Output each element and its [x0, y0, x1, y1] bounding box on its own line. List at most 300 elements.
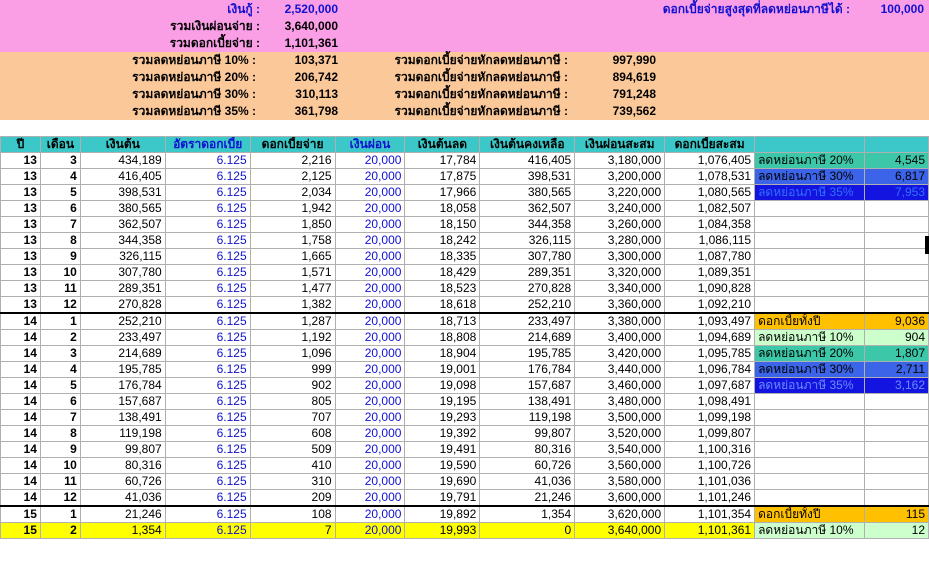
table-cell[interactable]: 7	[40, 217, 80, 233]
side-summary-label[interactable]	[755, 297, 865, 314]
table-cell[interactable]: 7	[40, 410, 80, 426]
table-cell[interactable]: 3,200,000	[575, 169, 665, 185]
tax-30-value[interactable]: 310,113	[295, 87, 338, 101]
table-cell[interactable]: 1,098,491	[665, 394, 755, 410]
table-cell[interactable]: 19,690	[405, 474, 480, 490]
table-cell[interactable]: 19,293	[405, 410, 480, 426]
table-cell[interactable]: 11	[40, 281, 80, 297]
side-summary-value[interactable]	[865, 201, 929, 217]
table-cell[interactable]: 6.125	[165, 442, 250, 458]
side-summary-value[interactable]: 9,036	[865, 313, 929, 330]
side-summary-label[interactable]: ลดหย่อนภาษี 20%	[755, 153, 865, 169]
table-cell[interactable]: 138,491	[80, 410, 165, 426]
side-summary-label[interactable]	[755, 474, 865, 490]
table-cell[interactable]: 20,000	[335, 458, 405, 474]
table-cell[interactable]: 12	[40, 490, 80, 507]
table-cell[interactable]: 21,246	[480, 490, 575, 507]
table-cell[interactable]: 195,785	[480, 346, 575, 362]
table-cell[interactable]: 20,000	[335, 346, 405, 362]
table-cell[interactable]: 3,540,000	[575, 442, 665, 458]
table-cell[interactable]: 18,904	[405, 346, 480, 362]
table-cell[interactable]: 3,340,000	[575, 281, 665, 297]
table-cell[interactable]: 398,531	[480, 169, 575, 185]
table-cell[interactable]: 19,892	[405, 506, 480, 523]
table-cell[interactable]: 3,180,000	[575, 153, 665, 169]
total-interest-value[interactable]: 1,101,361	[284, 36, 338, 50]
table-cell[interactable]: 6.125	[165, 458, 250, 474]
table-cell[interactable]: 99,807	[80, 442, 165, 458]
column-header[interactable]: เงินผ่อน	[335, 137, 405, 153]
table-cell[interactable]: 6.125	[165, 523, 250, 539]
table-cell[interactable]: 6	[40, 201, 80, 217]
table-cell[interactable]: 3,240,000	[575, 201, 665, 217]
side-summary-label[interactable]	[755, 442, 865, 458]
table-cell[interactable]: 19,392	[405, 426, 480, 442]
side-summary-label[interactable]	[755, 458, 865, 474]
table-cell[interactable]: 157,687	[480, 378, 575, 394]
table-cell[interactable]: 1,099,198	[665, 410, 755, 426]
table-cell[interactable]: 14	[1, 474, 41, 490]
side-summary-value[interactable]: 4,545	[865, 153, 929, 169]
table-cell[interactable]: 6.125	[165, 297, 250, 314]
table-cell[interactable]: 18,429	[405, 265, 480, 281]
table-cell[interactable]: 6	[40, 394, 80, 410]
table-cell[interactable]: 3,300,000	[575, 249, 665, 265]
table-cell[interactable]: 18,523	[405, 281, 480, 297]
table-cell[interactable]: 6.125	[165, 506, 250, 523]
table-cell[interactable]: 398,531	[80, 185, 165, 201]
table-cell[interactable]: 410	[250, 458, 335, 474]
side-summary-value[interactable]	[865, 249, 929, 265]
table-cell[interactable]: 3,500,000	[575, 410, 665, 426]
table-cell[interactable]: 344,358	[480, 217, 575, 233]
table-cell[interactable]: 1,101,036	[665, 474, 755, 490]
table-cell[interactable]: 20,000	[335, 523, 405, 539]
table-cell[interactable]: 3,380,000	[575, 313, 665, 330]
table-cell[interactable]: 20,000	[335, 506, 405, 523]
table-cell[interactable]: 13	[1, 217, 41, 233]
table-cell[interactable]: 1,758	[250, 233, 335, 249]
table-cell[interactable]: 326,115	[480, 233, 575, 249]
table-cell[interactable]: 1,101,361	[665, 523, 755, 539]
table-cell[interactable]: 15	[1, 506, 41, 523]
side-summary-value[interactable]: 115	[865, 506, 929, 523]
table-cell[interactable]: 18,150	[405, 217, 480, 233]
table-cell[interactable]: 14	[1, 394, 41, 410]
table-cell[interactable]: 1,086,115	[665, 233, 755, 249]
table-cell[interactable]: 2,216	[250, 153, 335, 169]
table-cell[interactable]: 9	[40, 442, 80, 458]
table-cell[interactable]: 19,098	[405, 378, 480, 394]
table-cell[interactable]: 380,565	[80, 201, 165, 217]
table-cell[interactable]: 8	[40, 233, 80, 249]
table-cell[interactable]: 176,784	[80, 378, 165, 394]
table-cell[interactable]: 13	[1, 249, 41, 265]
table-cell[interactable]: 3,460,000	[575, 378, 665, 394]
table-cell[interactable]: 1,571	[250, 265, 335, 281]
table-cell[interactable]: 20,000	[335, 410, 405, 426]
net-20-value[interactable]: 894,619	[612, 70, 656, 84]
side-summary-label[interactable]	[755, 265, 865, 281]
table-cell[interactable]: 19,590	[405, 458, 480, 474]
table-cell[interactable]: 214,689	[80, 346, 165, 362]
table-cell[interactable]: 3,640,000	[575, 523, 665, 539]
table-cell[interactable]: 1,101,354	[665, 506, 755, 523]
table-cell[interactable]: 1,942	[250, 201, 335, 217]
table-cell[interactable]: 1,087,780	[665, 249, 755, 265]
table-cell[interactable]: 20,000	[335, 249, 405, 265]
table-cell[interactable]: 80,316	[80, 458, 165, 474]
table-cell[interactable]: 1,097,687	[665, 378, 755, 394]
table-cell[interactable]: 14	[1, 490, 41, 507]
side-summary-value[interactable]	[865, 281, 929, 297]
table-cell[interactable]: 3,220,000	[575, 185, 665, 201]
table-cell[interactable]: 19,195	[405, 394, 480, 410]
side-summary-label[interactable]: ลดหย่อนภาษี 10%	[755, 523, 865, 539]
table-cell[interactable]: 902	[250, 378, 335, 394]
side-summary-label[interactable]: ลดหย่อนภาษี 20%	[755, 346, 865, 362]
table-cell[interactable]: 20,000	[335, 233, 405, 249]
table-cell[interactable]: 3,620,000	[575, 506, 665, 523]
table-cell[interactable]: 20,000	[335, 281, 405, 297]
table-cell[interactable]: 21,246	[80, 506, 165, 523]
table-cell[interactable]: 12	[40, 297, 80, 314]
table-cell[interactable]: 1,095,785	[665, 346, 755, 362]
table-cell[interactable]: 3,480,000	[575, 394, 665, 410]
table-cell[interactable]: 17,875	[405, 169, 480, 185]
table-cell[interactable]: 1,354	[80, 523, 165, 539]
table-cell[interactable]: 1,850	[250, 217, 335, 233]
table-cell[interactable]: 3,580,000	[575, 474, 665, 490]
side-summary-value[interactable]	[865, 233, 929, 249]
table-cell[interactable]: 6.125	[165, 265, 250, 281]
table-cell[interactable]: 289,351	[480, 265, 575, 281]
side-summary-value[interactable]: 1,807	[865, 346, 929, 362]
table-cell[interactable]: 233,497	[480, 313, 575, 330]
table-cell[interactable]: 41,036	[80, 490, 165, 507]
side-summary-label[interactable]	[755, 233, 865, 249]
table-cell[interactable]: 362,507	[480, 201, 575, 217]
table-cell[interactable]: 14	[1, 410, 41, 426]
table-cell[interactable]: 20,000	[335, 153, 405, 169]
table-cell[interactable]: 119,198	[80, 426, 165, 442]
table-cell[interactable]: 252,210	[80, 313, 165, 330]
table-cell[interactable]: 18,058	[405, 201, 480, 217]
table-cell[interactable]: 17,784	[405, 153, 480, 169]
table-cell[interactable]: 6.125	[165, 313, 250, 330]
table-cell[interactable]: 5	[40, 185, 80, 201]
table-cell[interactable]: 270,828	[80, 297, 165, 314]
table-cell[interactable]: 1,287	[250, 313, 335, 330]
table-cell[interactable]: 108	[250, 506, 335, 523]
table-cell[interactable]: 1,099,807	[665, 426, 755, 442]
side-summary-value[interactable]	[865, 474, 929, 490]
net-10-value[interactable]: 997,990	[612, 53, 656, 67]
side-summary-value[interactable]: 3,162	[865, 378, 929, 394]
table-cell[interactable]: 1,665	[250, 249, 335, 265]
table-cell[interactable]: 18,713	[405, 313, 480, 330]
table-cell[interactable]: 1,080,565	[665, 185, 755, 201]
table-cell[interactable]: 20,000	[335, 201, 405, 217]
table-cell[interactable]: 1,100,726	[665, 458, 755, 474]
table-cell[interactable]: 1,078,531	[665, 169, 755, 185]
side-summary-label[interactable]: ลดหย่อนภาษี 35%	[755, 378, 865, 394]
table-cell[interactable]: 7	[250, 523, 335, 539]
side-summary-value[interactable]	[865, 297, 929, 314]
table-cell[interactable]: 4	[40, 169, 80, 185]
table-cell[interactable]: 20,000	[335, 169, 405, 185]
table-cell[interactable]: 119,198	[480, 410, 575, 426]
table-cell[interactable]: 19,993	[405, 523, 480, 539]
table-cell[interactable]: 157,687	[80, 394, 165, 410]
table-cell[interactable]: 509	[250, 442, 335, 458]
table-cell[interactable]: 1,192	[250, 330, 335, 346]
side-summary-value[interactable]: 6,817	[865, 169, 929, 185]
side-summary-value[interactable]: 904	[865, 330, 929, 346]
column-header[interactable]: เงินผ่อนสะสม	[575, 137, 665, 153]
loan-value[interactable]: 2,520,000	[284, 2, 338, 16]
table-cell[interactable]: 2	[40, 330, 80, 346]
table-cell[interactable]: 20,000	[335, 394, 405, 410]
table-cell[interactable]: 6.125	[165, 330, 250, 346]
table-cell[interactable]: 3,420,000	[575, 346, 665, 362]
column-header[interactable]: ดอกเบี้ยจ่าย	[250, 137, 335, 153]
side-summary-label[interactable]: ลดหย่อนภาษี 30%	[755, 169, 865, 185]
table-cell[interactable]: 19,791	[405, 490, 480, 507]
table-cell[interactable]: 14	[1, 426, 41, 442]
side-summary-value[interactable]	[865, 490, 929, 507]
table-cell[interactable]: 1	[40, 313, 80, 330]
table-cell[interactable]: 3,360,000	[575, 297, 665, 314]
table-cell[interactable]: 13	[1, 297, 41, 314]
column-header[interactable]: เงินต้นคงเหลือ	[480, 137, 575, 153]
table-cell[interactable]: 326,115	[80, 249, 165, 265]
table-cell[interactable]: 6.125	[165, 217, 250, 233]
table-cell[interactable]: 10	[40, 265, 80, 281]
table-cell[interactable]: 289,351	[80, 281, 165, 297]
table-cell[interactable]: 13	[1, 281, 41, 297]
table-cell[interactable]: 13	[1, 265, 41, 281]
table-cell[interactable]: 344,358	[80, 233, 165, 249]
table-cell[interactable]: 214,689	[480, 330, 575, 346]
column-header[interactable]: เงินต้น	[80, 137, 165, 153]
table-cell[interactable]: 6.125	[165, 394, 250, 410]
table-cell[interactable]: 380,565	[480, 185, 575, 201]
table-cell[interactable]: 20,000	[335, 426, 405, 442]
side-summary-value[interactable]: 7,953	[865, 185, 929, 201]
table-cell[interactable]: 6.125	[165, 378, 250, 394]
table-cell[interactable]: 3,320,000	[575, 265, 665, 281]
table-cell[interactable]: 20,000	[335, 362, 405, 378]
table-cell[interactable]: 1,090,828	[665, 281, 755, 297]
table-cell[interactable]: 14	[1, 442, 41, 458]
table-cell[interactable]: 80,316	[480, 442, 575, 458]
side-summary-label[interactable]: ลดหย่อนภาษี 30%	[755, 362, 865, 378]
tax-20-value[interactable]: 206,742	[294, 70, 338, 84]
side-summary-label[interactable]: ดอกเบี้ยทั้งปี	[755, 506, 865, 523]
side-summary-label[interactable]	[755, 217, 865, 233]
side-summary-label[interactable]	[755, 490, 865, 507]
side-summary-label[interactable]	[755, 281, 865, 297]
table-cell[interactable]: 1,354	[480, 506, 575, 523]
column-header[interactable]: ปี	[1, 137, 41, 153]
table-cell[interactable]: 1	[40, 506, 80, 523]
table-cell[interactable]: 176,784	[480, 362, 575, 378]
table-cell[interactable]: 20,000	[335, 313, 405, 330]
table-cell[interactable]: 8	[40, 426, 80, 442]
table-cell[interactable]: 1,076,405	[665, 153, 755, 169]
net-35-value[interactable]: 739,562	[612, 104, 656, 118]
table-cell[interactable]: 3	[40, 153, 80, 169]
table-cell[interactable]: 1,100,316	[665, 442, 755, 458]
table-cell[interactable]: 416,405	[480, 153, 575, 169]
table-cell[interactable]: 6.125	[165, 169, 250, 185]
table-cell[interactable]: 99,807	[480, 426, 575, 442]
table-cell[interactable]: 19,001	[405, 362, 480, 378]
table-cell[interactable]: 362,507	[80, 217, 165, 233]
column-header[interactable]: เงินต้นลด	[405, 137, 480, 153]
table-cell[interactable]: 13	[1, 169, 41, 185]
table-cell[interactable]: 5	[40, 378, 80, 394]
table-cell[interactable]: 3,520,000	[575, 426, 665, 442]
table-cell[interactable]: 9	[40, 249, 80, 265]
tax-10-value[interactable]: 103,371	[294, 53, 338, 67]
table-cell[interactable]: 416,405	[80, 169, 165, 185]
table-cell[interactable]: 707	[250, 410, 335, 426]
table-cell[interactable]: 1,096	[250, 346, 335, 362]
max-interest-value[interactable]: 100,000	[880, 2, 924, 16]
table-cell[interactable]: 60,726	[480, 458, 575, 474]
table-cell[interactable]: 11	[40, 474, 80, 490]
side-summary-label[interactable]	[755, 249, 865, 265]
table-cell[interactable]: 18,618	[405, 297, 480, 314]
side-summary-value[interactable]: 2,711	[865, 362, 929, 378]
table-cell[interactable]: 20,000	[335, 442, 405, 458]
table-cell[interactable]: 6.125	[165, 249, 250, 265]
table-cell[interactable]: 1,477	[250, 281, 335, 297]
side-summary-value[interactable]	[865, 394, 929, 410]
table-cell[interactable]: 1,382	[250, 297, 335, 314]
table-cell[interactable]: 18,242	[405, 233, 480, 249]
table-cell[interactable]: 20,000	[335, 490, 405, 507]
table-cell[interactable]: 1,093,497	[665, 313, 755, 330]
table-cell[interactable]: 6.125	[165, 410, 250, 426]
table-cell[interactable]: 13	[1, 201, 41, 217]
table-cell[interactable]: 6.125	[165, 362, 250, 378]
side-summary-value[interactable]	[865, 458, 929, 474]
table-cell[interactable]: 270,828	[480, 281, 575, 297]
table-cell[interactable]: 3,260,000	[575, 217, 665, 233]
table-cell[interactable]: 3,280,000	[575, 233, 665, 249]
table-cell[interactable]: 20,000	[335, 297, 405, 314]
table-cell[interactable]: 41,036	[480, 474, 575, 490]
table-cell[interactable]: 14	[1, 313, 41, 330]
table-cell[interactable]: 434,189	[80, 153, 165, 169]
table-cell[interactable]: 18,335	[405, 249, 480, 265]
table-cell[interactable]: 233,497	[80, 330, 165, 346]
table-cell[interactable]: 15	[1, 523, 41, 539]
table-cell[interactable]: 60,726	[80, 474, 165, 490]
table-cell[interactable]: 6.125	[165, 185, 250, 201]
table-cell[interactable]: 3	[40, 346, 80, 362]
side-summary-value[interactable]	[865, 442, 929, 458]
table-cell[interactable]: 3,400,000	[575, 330, 665, 346]
table-cell[interactable]: 195,785	[80, 362, 165, 378]
table-cell[interactable]: 307,780	[480, 249, 575, 265]
table-cell[interactable]: 6.125	[165, 474, 250, 490]
table-cell[interactable]: 20,000	[335, 330, 405, 346]
table-cell[interactable]: 6.125	[165, 490, 250, 507]
net-30-value[interactable]: 791,248	[612, 87, 656, 101]
side-summary-label[interactable]: ลดหย่อนภาษี 35%	[755, 185, 865, 201]
table-cell[interactable]: 3,560,000	[575, 458, 665, 474]
side-summary-label[interactable]	[755, 201, 865, 217]
total-pay-value[interactable]: 3,640,000	[284, 19, 338, 33]
table-cell[interactable]: 999	[250, 362, 335, 378]
table-cell[interactable]: 6.125	[165, 281, 250, 297]
table-cell[interactable]: 138,491	[480, 394, 575, 410]
table-cell[interactable]: 805	[250, 394, 335, 410]
table-cell[interactable]: 1,089,351	[665, 265, 755, 281]
table-cell[interactable]: 14	[1, 378, 41, 394]
table-cell[interactable]: 20,000	[335, 217, 405, 233]
table-cell[interactable]: 2,034	[250, 185, 335, 201]
table-cell[interactable]: 14	[1, 346, 41, 362]
table-cell[interactable]: 2,125	[250, 169, 335, 185]
side-summary-value[interactable]	[865, 426, 929, 442]
table-cell[interactable]: 252,210	[480, 297, 575, 314]
table-cell[interactable]: 307,780	[80, 265, 165, 281]
table-cell[interactable]: 4	[40, 362, 80, 378]
table-cell[interactable]: 1,082,507	[665, 201, 755, 217]
table-cell[interactable]: 14	[1, 330, 41, 346]
table-cell[interactable]: 14	[1, 362, 41, 378]
side-summary-value[interactable]	[865, 410, 929, 426]
table-cell[interactable]: 13	[1, 233, 41, 249]
table-cell[interactable]: 6.125	[165, 426, 250, 442]
table-cell[interactable]: 2	[40, 523, 80, 539]
table-cell[interactable]: 0	[480, 523, 575, 539]
column-header[interactable]: เดือน	[40, 137, 80, 153]
table-cell[interactable]: 20,000	[335, 474, 405, 490]
table-cell[interactable]: 3,440,000	[575, 362, 665, 378]
table-cell[interactable]: 13	[1, 185, 41, 201]
side-summary-value[interactable]: 12	[865, 523, 929, 539]
table-cell[interactable]: 6.125	[165, 233, 250, 249]
table-cell[interactable]: 13	[1, 153, 41, 169]
table-cell[interactable]: 608	[250, 426, 335, 442]
table-cell[interactable]: 1,084,358	[665, 217, 755, 233]
table-cell[interactable]: 310	[250, 474, 335, 490]
table-cell[interactable]: 1,101,246	[665, 490, 755, 507]
table-cell[interactable]: 18,808	[405, 330, 480, 346]
side-summary-value[interactable]	[865, 217, 929, 233]
side-summary-value[interactable]	[865, 265, 929, 281]
tax-35-value[interactable]: 361,798	[294, 104, 338, 118]
table-cell[interactable]: 1,092,210	[665, 297, 755, 314]
table-cell[interactable]: 20,000	[335, 185, 405, 201]
table-cell[interactable]: 20,000	[335, 265, 405, 281]
column-header[interactable]: ดอกเบี้ยสะสม	[665, 137, 755, 153]
table-cell[interactable]: 14	[1, 458, 41, 474]
table-cell[interactable]: 1,096,784	[665, 362, 755, 378]
side-summary-label[interactable]	[755, 410, 865, 426]
table-cell[interactable]: 19,491	[405, 442, 480, 458]
table-cell[interactable]: 6.125	[165, 153, 250, 169]
scrollbar-edge[interactable]	[925, 236, 929, 254]
table-cell[interactable]: 6.125	[165, 346, 250, 362]
table-cell[interactable]: 20,000	[335, 378, 405, 394]
